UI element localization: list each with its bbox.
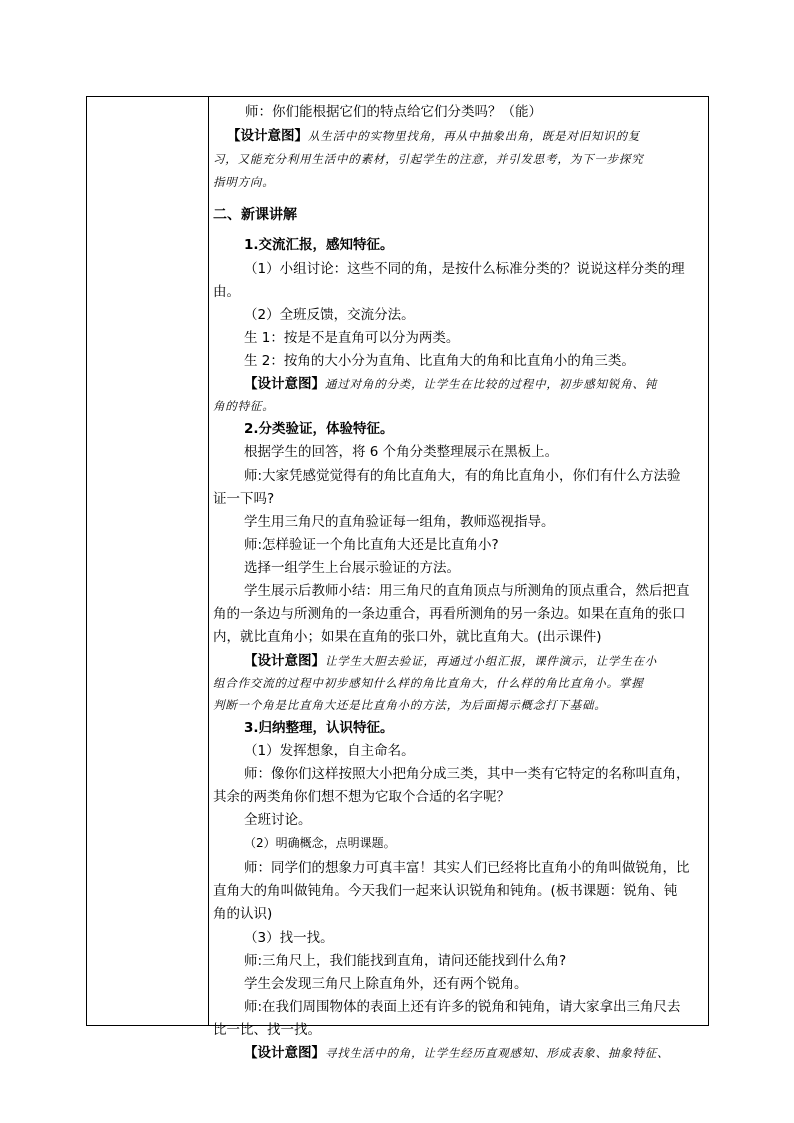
design-intent-line — [244, 651, 657, 671]
text-line: 直角大的角叫做钝角。今天我们一起来认识锐角和钝角。(板书课题：锐角、钝 — [213, 883, 678, 899]
design-intent-text: 通过对角的分类，让学生在比较的过程中，初步感知锐角、钝 — [325, 377, 658, 391]
text-line: （2）全班反馈，交流分法。 — [244, 307, 415, 323]
text-line: 习，又能充分利用生活中的素材，引起学生的注意，并引发思考，为下一步探究 — [213, 152, 644, 166]
text-line: 学生会发现三角尺上除直角外，还有两个锐角。 — [244, 976, 528, 992]
text-line: 内，就比直角小；如果在直角的张口外，就比直角大。(出示课件) — [213, 629, 602, 645]
text-line: 选择一组学生上台展示验证的方法。 — [244, 560, 460, 576]
design-intent-line — [244, 374, 657, 394]
text-line: 根据学生的回答，将 6 个角分类整理展示在黑板上。 — [244, 444, 559, 460]
text-line: （1）发挥想象，自主命名。 — [244, 743, 415, 759]
text-line: 角的认识) — [213, 906, 273, 922]
text-line: 师：像你们这样按照大小把角分成三类，其中一类有它特定的名称叫直角， — [244, 766, 690, 782]
text-line: 师：同学们的想象力可真丰富！其实人们已经将比直角小的角叫做锐角，比 — [244, 860, 690, 876]
section-heading: 二、新课讲解 — [213, 207, 297, 223]
subsection-heading: 3.归纳整理，认识特征。 — [244, 720, 394, 736]
text-line: 生 2：按角的大小分为直角、比直角大的角和比直角小的角三类。 — [244, 353, 635, 369]
text-line: 其余的两类角你们想不想为它取个合适的名字呢？ — [213, 789, 510, 805]
text-line: 比一比、找一找。 — [213, 1022, 321, 1038]
design-intent-tag: 【设计意图】 — [244, 653, 325, 669]
text-line: （1）小组讨论：这些不同的角，是按什么标准分类的？说说这样分类的理 — [244, 261, 685, 277]
text-line: 师：你们能根据它们的特点给它们分类吗？（能） — [245, 104, 542, 120]
column-divider — [208, 97, 209, 1025]
text-line: 组合作交流的过程中初步感知什么样的角比直角大，什么样的角比直角小。掌握 — [213, 676, 644, 690]
text-line: 角的特征。 — [213, 399, 275, 413]
text-line: 生 1：按是不是直角可以分为两类。 — [244, 330, 460, 346]
text-line: 判断一个角是比直角大还是比直角小的方法，为后面揭示概念打下基础。 — [213, 698, 607, 712]
text-line: 师:大家凭感觉觉得有的角比直角大，有的角比直角小，你们有什么方法验 — [244, 468, 681, 484]
text-line: 学生用三角尺的直角验证每一组角，教师巡视指导。 — [244, 514, 555, 530]
design-intent-line — [244, 1043, 669, 1063]
text-line: 证一下吗? — [213, 491, 275, 507]
text-line: 角的一条边与所测角的一条边重合，再看所测角的另一条边。如果在直角的张口 — [213, 606, 686, 622]
text-line: 学生展示后教师小结：用三角尺的直角顶点与所测角的顶点重合，然后把直 — [244, 583, 690, 599]
text-line: （3）找一找。 — [244, 930, 334, 946]
text-line: 师:怎样验证一个角比直角大还是比直角小? — [244, 537, 499, 553]
design-intent-text: 寻找生活中的角，让学生经历直观感知、形成表象、抽象特征、 — [325, 1046, 670, 1060]
text-line: 全班讨论。 — [244, 812, 312, 828]
subsection-heading: 1.交流汇报，感知特征。 — [244, 237, 394, 253]
text-line: （2）明确概念，点明课题。 — [244, 836, 396, 850]
text-line: 师:三角尺上，我们能找到直角，请问还能找到什么角? — [244, 953, 567, 969]
design-intent-tag: 【设计意图】 — [244, 1045, 325, 1061]
subsection-heading: 2.分类验证，体验特征。 — [244, 421, 394, 437]
text-line: 由。 — [213, 284, 240, 300]
text-line: 指明方向。 — [213, 175, 275, 189]
design-intent-text: 从生活中的实物里找角，再从中抽象出角，既是对旧知识的复 — [308, 129, 641, 143]
design-intent-tag: 【设计意图】 — [227, 128, 308, 144]
design-intent-text: 让学生大胆去验证，再通过小组汇报，课件演示，让学生在小 — [325, 654, 658, 668]
design-intent-tag: 【设计意图】 — [244, 376, 325, 392]
design-intent-line — [227, 126, 640, 146]
text-line: 师:在我们周围物体的表面上还有许多的锐角和钝角，请大家拿出三角尺去 — [244, 999, 681, 1015]
